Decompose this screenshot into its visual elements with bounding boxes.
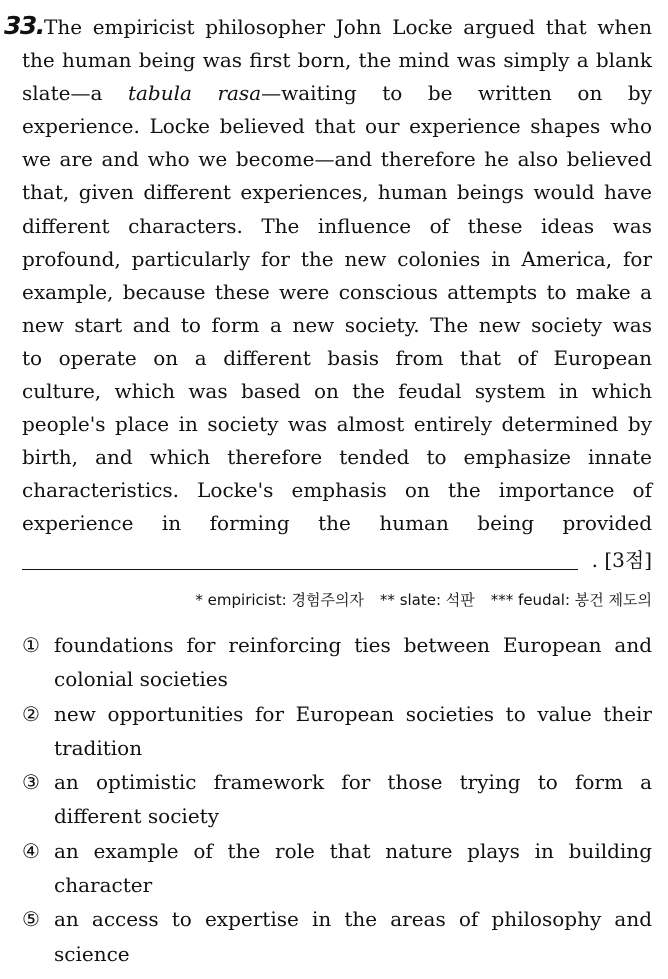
option-marker: ⑤: [22, 907, 40, 932]
passage-text: slate—a: [22, 81, 128, 106]
option-text: colonial societies: [54, 667, 228, 692]
points-label: [592, 544, 652, 573]
footnotes: [195, 588, 652, 612]
answer-blank-line: [22, 569, 578, 570]
passage-line: culture, which was based on the feudal system in which: [22, 379, 652, 404]
option-text: an access to expertise in the areas of philosophy and: [54, 907, 652, 932]
passage-line: to operate on a different basis from that of European: [22, 345, 652, 370]
passage-line: experience. Locke believed that our experience shapes who: [22, 114, 652, 139]
passage-line: The empiricist philosopher John Locke argued that when: [44, 15, 652, 39]
option-text: an optimistic framework for those trying to form a: [54, 770, 652, 795]
passage-line: different characters. The influence of these ideas was: [22, 213, 652, 238]
option-text: tradition: [54, 735, 143, 760]
answer-blank-row: [22, 542, 652, 574]
passage: [22, 11, 652, 541]
passage-line: new start and to form a new society. The new society was: [22, 312, 652, 337]
option-marker: ②: [22, 701, 40, 726]
blank-period: .: [591, 548, 598, 572]
italic-term: tabula rasa: [127, 81, 262, 106]
passage-line: experience in forming the human being provided: [22, 511, 652, 536]
answer-options: [22, 628, 652, 971]
option-marker: ①: [22, 633, 40, 657]
option-marker: ④: [22, 838, 40, 863]
passage-line: example, because these were conscious attempts to make a: [22, 279, 652, 304]
option-text: foundations for reinforcing ties between European and: [54, 633, 652, 657]
passage-line: we are and who we become—and therefore he also believed: [22, 147, 652, 172]
passage-line: the human being was first born, the mind was simply a blank: [22, 48, 652, 73]
option-text: an example of the role that nature plays in building: [54, 838, 652, 863]
passage-text: —waiting to be written on by: [261, 81, 653, 106]
option-5[interactable]: [22, 902, 652, 971]
option-4[interactable]: [22, 834, 652, 903]
footnote-feudal: *** feudal: 봉건 제도의: [490, 591, 652, 609]
passage-line: birth, and which therefore tended to emphasize innate: [22, 445, 652, 470]
option-1[interactable]: [22, 628, 652, 697]
option-3[interactable]: [22, 765, 652, 834]
passage-line: people's place in society was almost entirely determined by: [22, 412, 652, 437]
option-marker: ③: [22, 770, 40, 795]
passage-line: characteristics. Locke's emphasis on the importance of: [22, 478, 652, 503]
passage-line: profound, particularly for the new colonies in America, for: [22, 246, 652, 271]
passage-line: that, given different experiences, human beings would have: [22, 180, 652, 205]
option-text: science: [54, 941, 130, 966]
points-value: [3점]: [604, 548, 652, 572]
footnote-slate: ** slate: 석판: [379, 591, 475, 609]
footnote-empiricist: * empiricist: 경험주의자: [195, 591, 364, 609]
option-text: new opportunities for European societies to value their: [54, 701, 652, 726]
option-text: different society: [54, 804, 219, 829]
option-text: character: [54, 873, 153, 898]
option-2[interactable]: [22, 697, 652, 766]
question-number: 33.: [4, 11, 44, 40]
passage-line: [22, 77, 652, 110]
